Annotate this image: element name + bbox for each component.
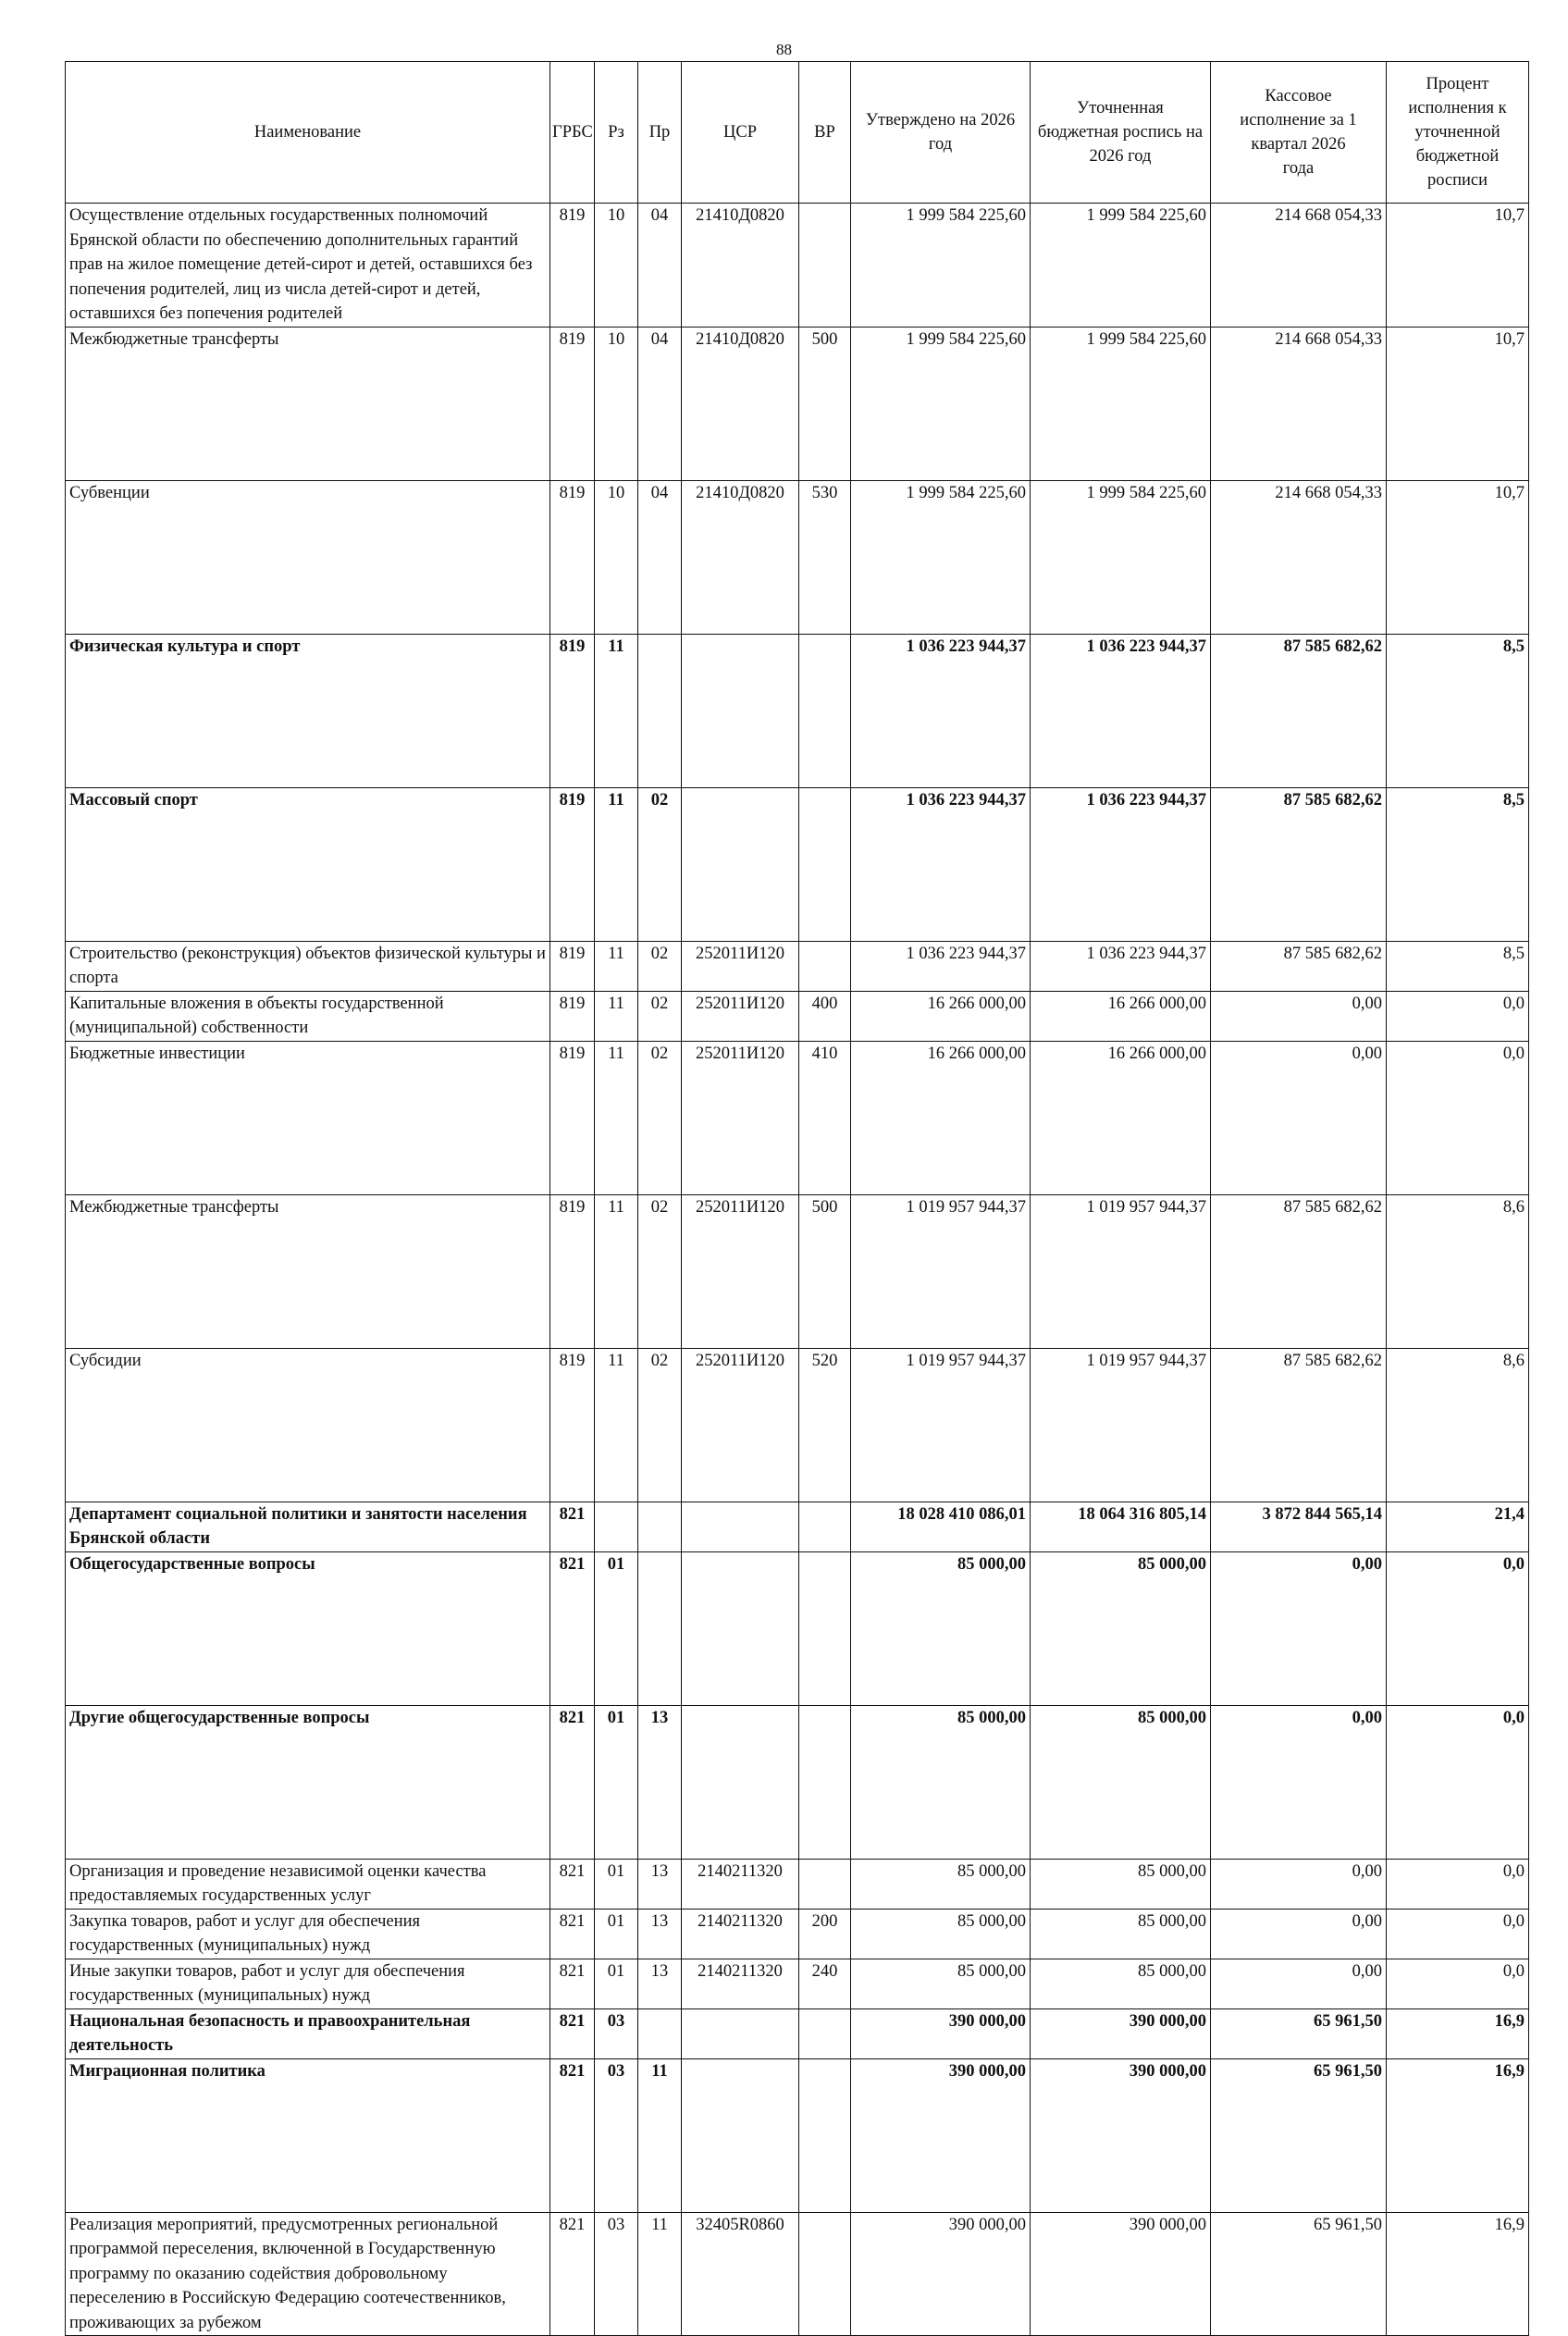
cell-name: Межбюджетные трансферты (66, 1194, 550, 1348)
cell-vr (799, 1502, 851, 1551)
cell-cash: 214 668 054,33 (1211, 204, 1387, 328)
cell-approved: 1 036 223 944,37 (851, 787, 1031, 941)
cell-grbs: 819 (550, 634, 595, 787)
cell-refined: 1 036 223 944,37 (1031, 787, 1211, 941)
cell-csr (682, 634, 799, 787)
cell-percent: 10,7 (1387, 327, 1529, 480)
table-row (66, 480, 1529, 634)
cell-rz: 01 (595, 1551, 638, 1705)
cell-rz: 03 (595, 2008, 638, 2058)
cell-vr (799, 1859, 851, 1909)
table-row (66, 1959, 1529, 2008)
cell-cash: 3 872 844 565,14 (1211, 1502, 1387, 1551)
header-vr: ВР (799, 62, 851, 204)
cell-vr (799, 941, 851, 991)
cell-name: Организация и проведение независимой оценки качества предоставляемых государственных услуг (66, 1859, 550, 1909)
cell-rz: 03 (595, 2058, 638, 2212)
cell-pr: 13 (638, 1705, 682, 1859)
cell-vr: 500 (799, 327, 851, 480)
cell-refined: 390 000,00 (1031, 2212, 1211, 2336)
cell-grbs: 821 (550, 1859, 595, 1909)
cell-name: Капитальные вложения в объекты государственной (муниципальной) собственности (66, 991, 550, 1041)
cell-name: Другие общегосударственные вопросы (66, 1705, 550, 1859)
cell-name: Закупка товаров, работ и услуг для обеспечения государственных (муниципальных) нужд (66, 1909, 550, 1959)
cell-approved: 16 266 000,00 (851, 1041, 1031, 1194)
cell-grbs: 819 (550, 1041, 595, 1194)
cell-refined: 18 064 316 805,14 (1031, 1502, 1211, 1551)
cell-approved: 390 000,00 (851, 2008, 1031, 2058)
table-row (66, 204, 1529, 328)
cell-pr: 04 (638, 480, 682, 634)
cell-grbs: 819 (550, 991, 595, 1041)
cell-vr (799, 1551, 851, 1705)
cell-approved: 390 000,00 (851, 2212, 1031, 2336)
header-cash: Кассовое исполнение за 1 квартал 2026 года (1211, 62, 1387, 204)
cell-percent: 16,9 (1387, 2212, 1529, 2336)
cell-vr (799, 787, 851, 941)
cell-pr: 11 (638, 2212, 682, 2336)
cell-refined: 85 000,00 (1031, 1909, 1211, 1959)
cell-refined: 1 999 584 225,60 (1031, 327, 1211, 480)
cell-pr: 11 (638, 2058, 682, 2212)
cell-csr: 21410Д0820 (682, 480, 799, 634)
header-approved: Утверждено на 2026 год (851, 62, 1031, 204)
cell-approved: 1 036 223 944,37 (851, 941, 1031, 991)
table-row (66, 787, 1529, 941)
table-row (66, 1551, 1529, 1705)
cell-rz: 11 (595, 787, 638, 941)
cell-pr: 13 (638, 1859, 682, 1909)
cell-name: Бюджетные инвестиции (66, 1041, 550, 1194)
cell-rz: 11 (595, 1348, 638, 1502)
cell-csr (682, 1551, 799, 1705)
cell-cash: 214 668 054,33 (1211, 327, 1387, 480)
table-row (66, 634, 1529, 787)
cell-approved: 390 000,00 (851, 2058, 1031, 2212)
cell-cash: 65 961,50 (1211, 2008, 1387, 2058)
cell-name: Департамент социальной политики и занятости населения Брянской области (66, 1502, 550, 1551)
cell-approved: 18 028 410 086,01 (851, 1502, 1031, 1551)
cell-csr: 2140211320 (682, 1859, 799, 1909)
cell-rz: 10 (595, 480, 638, 634)
cell-csr: 252011И120 (682, 1041, 799, 1194)
cell-csr: 21410Д0820 (682, 204, 799, 328)
cell-percent: 8,5 (1387, 941, 1529, 991)
cell-grbs: 819 (550, 327, 595, 480)
table-row (66, 2008, 1529, 2058)
cell-percent: 10,7 (1387, 204, 1529, 328)
cell-approved: 85 000,00 (851, 1705, 1031, 1859)
cell-percent: 0,0 (1387, 1959, 1529, 2008)
cell-refined: 85 000,00 (1031, 1551, 1211, 1705)
cell-vr (799, 1705, 851, 1859)
cell-grbs: 821 (550, 1502, 595, 1551)
cell-pr: 02 (638, 1194, 682, 1348)
header-refined: Уточненная бюджетная роспись на 2026 год (1031, 62, 1211, 204)
cell-cash: 0,00 (1211, 1909, 1387, 1959)
cell-pr: 02 (638, 787, 682, 941)
header-grbs: ГРБС (550, 62, 595, 204)
cell-rz: 10 (595, 204, 638, 328)
cell-pr (638, 2008, 682, 2058)
cell-grbs: 821 (550, 1959, 595, 2008)
cell-csr (682, 1502, 799, 1551)
cell-rz: 01 (595, 1705, 638, 1859)
cell-pr: 13 (638, 1959, 682, 2008)
cell-csr: 252011И120 (682, 941, 799, 991)
cell-vr: 410 (799, 1041, 851, 1194)
cell-grbs: 821 (550, 1551, 595, 1705)
cell-cash: 0,00 (1211, 1551, 1387, 1705)
cell-name: Миграционная политика (66, 2058, 550, 2212)
cell-grbs: 819 (550, 1348, 595, 1502)
table-row (66, 1348, 1529, 1502)
header-rz: Рз (595, 62, 638, 204)
table-row (66, 327, 1529, 480)
cell-approved: 85 000,00 (851, 1551, 1031, 1705)
cell-percent: 0,0 (1387, 1041, 1529, 1194)
table-row (66, 1194, 1529, 1348)
table-row (66, 1502, 1529, 1551)
cell-vr (799, 204, 851, 328)
table-row (66, 1859, 1529, 1909)
cell-csr: 252011И120 (682, 991, 799, 1041)
budget-table (65, 61, 1529, 2336)
cell-grbs: 821 (550, 2008, 595, 2058)
cell-name: Физическая культура и спорт (66, 634, 550, 787)
cell-refined: 1 999 584 225,60 (1031, 204, 1211, 328)
cell-cash: 65 961,50 (1211, 2058, 1387, 2212)
cell-grbs: 819 (550, 204, 595, 328)
cell-name: Строительство (реконструкция) объектов физической культуры и спорта (66, 941, 550, 991)
cell-rz: 11 (595, 1041, 638, 1194)
cell-vr (799, 2008, 851, 2058)
cell-rz (595, 1502, 638, 1551)
table-row (66, 1705, 1529, 1859)
cell-cash: 0,00 (1211, 1041, 1387, 1194)
cell-rz: 01 (595, 1959, 638, 2008)
cell-cash: 87 585 682,62 (1211, 941, 1387, 991)
cell-refined: 1 036 223 944,37 (1031, 941, 1211, 991)
cell-pr: 13 (638, 1909, 682, 1959)
cell-name: Субсидии (66, 1348, 550, 1502)
cell-csr: 252011И120 (682, 1348, 799, 1502)
cell-pr: 04 (638, 204, 682, 328)
table-row (66, 2212, 1529, 2336)
table-row (66, 2058, 1529, 2212)
cell-percent: 0,0 (1387, 1705, 1529, 1859)
cell-refined: 85 000,00 (1031, 1705, 1211, 1859)
cell-vr: 240 (799, 1959, 851, 2008)
cell-pr: 04 (638, 327, 682, 480)
cell-grbs: 819 (550, 1194, 595, 1348)
cell-cash: 0,00 (1211, 1859, 1387, 1909)
cell-cash: 87 585 682,62 (1211, 1348, 1387, 1502)
cell-rz: 10 (595, 327, 638, 480)
cell-csr: 21410Д0820 (682, 327, 799, 480)
cell-refined: 1 999 584 225,60 (1031, 480, 1211, 634)
cell-approved: 1 999 584 225,60 (851, 480, 1031, 634)
cell-cash: 65 961,50 (1211, 2212, 1387, 2336)
cell-csr (682, 2058, 799, 2212)
cell-vr (799, 2058, 851, 2212)
cell-refined: 390 000,00 (1031, 2058, 1211, 2212)
cell-rz: 01 (595, 1909, 638, 1959)
cell-cash: 0,00 (1211, 1705, 1387, 1859)
header-pr: Пр (638, 62, 682, 204)
cell-percent: 8,6 (1387, 1194, 1529, 1348)
cell-grbs: 821 (550, 2058, 595, 2212)
cell-cash: 87 585 682,62 (1211, 1194, 1387, 1348)
cell-rz: 11 (595, 1194, 638, 1348)
cell-rz: 11 (595, 991, 638, 1041)
cell-pr: 02 (638, 1348, 682, 1502)
cell-csr (682, 1705, 799, 1859)
cell-refined: 85 000,00 (1031, 1959, 1211, 2008)
cell-name: Межбюджетные трансферты (66, 327, 550, 480)
cell-approved: 1 019 957 944,37 (851, 1194, 1031, 1348)
cell-refined: 85 000,00 (1031, 1859, 1211, 1909)
header-name: Наименование (66, 62, 550, 204)
cell-pr (638, 634, 682, 787)
cell-vr: 200 (799, 1909, 851, 1959)
cell-vr: 400 (799, 991, 851, 1041)
cell-name: Осуществление отдельных государственных полномочий Брянской области по обеспечению дополнительных гарантий прав на жилое помещение детей-сирот и детей, оставшихся без попечения родителей, лиц из числа детей-сирот и детей, оставшихся без попечения родителей (66, 204, 550, 328)
cell-percent: 10,7 (1387, 480, 1529, 634)
cell-pr: 02 (638, 1041, 682, 1194)
header-percent: Процент исполнения к уточненной бюджетной росписи (1387, 62, 1529, 204)
cell-refined: 1 019 957 944,37 (1031, 1194, 1211, 1348)
cell-percent: 21,4 (1387, 1502, 1529, 1551)
cell-rz: 01 (595, 1859, 638, 1909)
cell-csr (682, 787, 799, 941)
cell-csr: 32405R0860 (682, 2212, 799, 2336)
table-row (66, 941, 1529, 991)
cell-rz: 11 (595, 941, 638, 991)
cell-refined: 1 019 957 944,37 (1031, 1348, 1211, 1502)
cell-grbs: 821 (550, 1909, 595, 1959)
cell-refined: 16 266 000,00 (1031, 991, 1211, 1041)
cell-csr: 2140211320 (682, 1959, 799, 2008)
cell-approved: 1 999 584 225,60 (851, 327, 1031, 480)
header-row (66, 62, 1529, 204)
cell-pr: 02 (638, 991, 682, 1041)
cell-percent: 16,9 (1387, 2008, 1529, 2058)
cell-vr (799, 2212, 851, 2336)
cell-approved: 1 019 957 944,37 (851, 1348, 1031, 1502)
cell-vr: 500 (799, 1194, 851, 1348)
cell-vr (799, 634, 851, 787)
cell-pr: 02 (638, 941, 682, 991)
cell-percent: 8,5 (1387, 634, 1529, 787)
cell-approved: 16 266 000,00 (851, 991, 1031, 1041)
cell-pr (638, 1551, 682, 1705)
table-row (66, 1041, 1529, 1194)
cell-csr: 2140211320 (682, 1909, 799, 1959)
cell-name: Иные закупки товаров, работ и услуг для обеспечения государственных (муниципальных) нужд (66, 1959, 550, 2008)
cell-percent: 8,6 (1387, 1348, 1529, 1502)
cell-cash: 87 585 682,62 (1211, 634, 1387, 787)
cell-grbs: 821 (550, 2212, 595, 2336)
cell-cash: 214 668 054,33 (1211, 480, 1387, 634)
cell-percent: 0,0 (1387, 991, 1529, 1041)
cell-csr: 252011И120 (682, 1194, 799, 1348)
cell-name: Массовый спорт (66, 787, 550, 941)
cell-grbs: 821 (550, 1705, 595, 1859)
cell-rz: 03 (595, 2212, 638, 2336)
cell-cash: 0,00 (1211, 991, 1387, 1041)
cell-approved: 85 000,00 (851, 1909, 1031, 1959)
cell-percent: 0,0 (1387, 1859, 1529, 1909)
cell-refined: 16 266 000,00 (1031, 1041, 1211, 1194)
cell-percent: 0,0 (1387, 1551, 1529, 1705)
cell-name: Реализация мероприятий, предусмотренных региональной программой переселения, включенной в Государственную программу по оказанию содействия добровольному переселению в Российскую Федерацию соотечественников, проживающих за рубежом (66, 2212, 550, 2336)
cell-name: Общегосударственные вопросы (66, 1551, 550, 1705)
table-row (66, 1909, 1529, 1959)
table-row (66, 991, 1529, 1041)
cell-csr (682, 2008, 799, 2058)
cell-percent: 0,0 (1387, 1909, 1529, 1959)
cell-grbs: 819 (550, 787, 595, 941)
cell-grbs: 819 (550, 480, 595, 634)
cell-vr: 530 (799, 480, 851, 634)
cell-approved: 85 000,00 (851, 1859, 1031, 1909)
cell-name: Субвенции (66, 480, 550, 634)
header-csr: ЦСР (682, 62, 799, 204)
page-number: 88 (776, 41, 792, 58)
cell-cash: 87 585 682,62 (1211, 787, 1387, 941)
cell-name: Национальная безопасность и правоохранительная деятельность (66, 2008, 550, 2058)
cell-approved: 1 999 584 225,60 (851, 204, 1031, 328)
cell-refined: 390 000,00 (1031, 2008, 1211, 2058)
cell-percent: 16,9 (1387, 2058, 1529, 2212)
cell-percent: 8,5 (1387, 787, 1529, 941)
cell-rz: 11 (595, 634, 638, 787)
cell-grbs: 819 (550, 941, 595, 991)
cell-vr: 520 (799, 1348, 851, 1502)
cell-pr (638, 1502, 682, 1551)
cell-approved: 1 036 223 944,37 (851, 634, 1031, 787)
cell-refined: 1 036 223 944,37 (1031, 634, 1211, 787)
cell-cash: 0,00 (1211, 1959, 1387, 2008)
cell-approved: 85 000,00 (851, 1959, 1031, 2008)
